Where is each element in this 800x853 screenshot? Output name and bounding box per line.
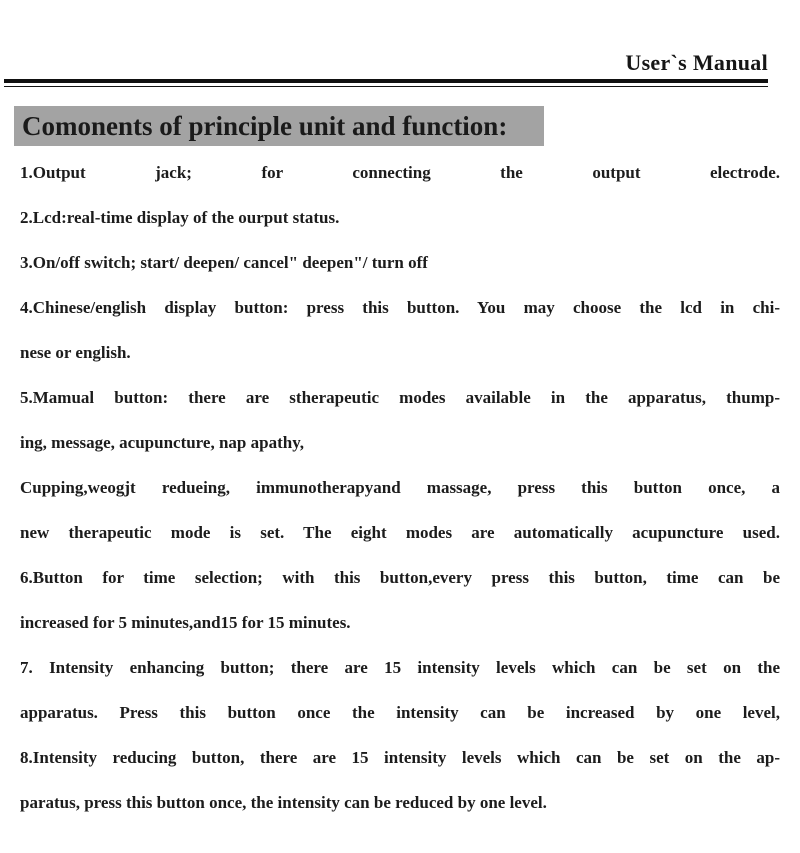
body-line: 6.Button for time selection; with this button,every press this button, time can be bbox=[20, 568, 780, 587]
body-line: 1.Output jack; for connecting the output electrode. bbox=[20, 163, 780, 182]
body-line: new therapeutic mode is set. The eight modes are automatically acupuncture used. bbox=[20, 523, 780, 542]
body-line: Cupping,weogjt redueing, immunotherapyand massage, press this button once, a bbox=[20, 478, 780, 497]
body-line: nese or english. bbox=[20, 343, 131, 362]
body-line: ing, message, acupuncture, nap apathy, bbox=[20, 433, 305, 452]
body-line: 7. Intensity enhancing button; there are 15 intensity levels which can be set on the bbox=[20, 658, 780, 677]
header-rule-thin bbox=[4, 86, 768, 87]
body-line: 5.Mamual button: there are stherapeutic modes available in the apparatus, thump- bbox=[20, 388, 780, 407]
body-line: increased for 5 minutes,and15 for 15 minutes. bbox=[20, 613, 351, 632]
header-rule-thick bbox=[4, 79, 768, 83]
body-line: 4.Chinese/english display button: press this button. You may choose the lcd in chi- bbox=[20, 298, 780, 317]
body-line: apparatus. Press this button once the intensity can be increased by one level, bbox=[20, 703, 780, 722]
body-line: 3.On/off switch; start/ deepen/ cancel" deepen"/ turn off bbox=[20, 253, 428, 272]
body-line: paratus, press this button once, the intensity can be reduced by one level. bbox=[20, 793, 547, 812]
section-heading: Comonents of principle unit and function: bbox=[14, 106, 544, 146]
manual-header-title: User`s Manual bbox=[625, 50, 768, 75]
body-line: 8.Intensity reducing button, there are 15 intensity levels which can be set on the ap- bbox=[20, 748, 780, 767]
manual-body bbox=[20, 150, 780, 825]
body-line: 2.Lcd:real-time display of the ourput status. bbox=[20, 208, 340, 227]
